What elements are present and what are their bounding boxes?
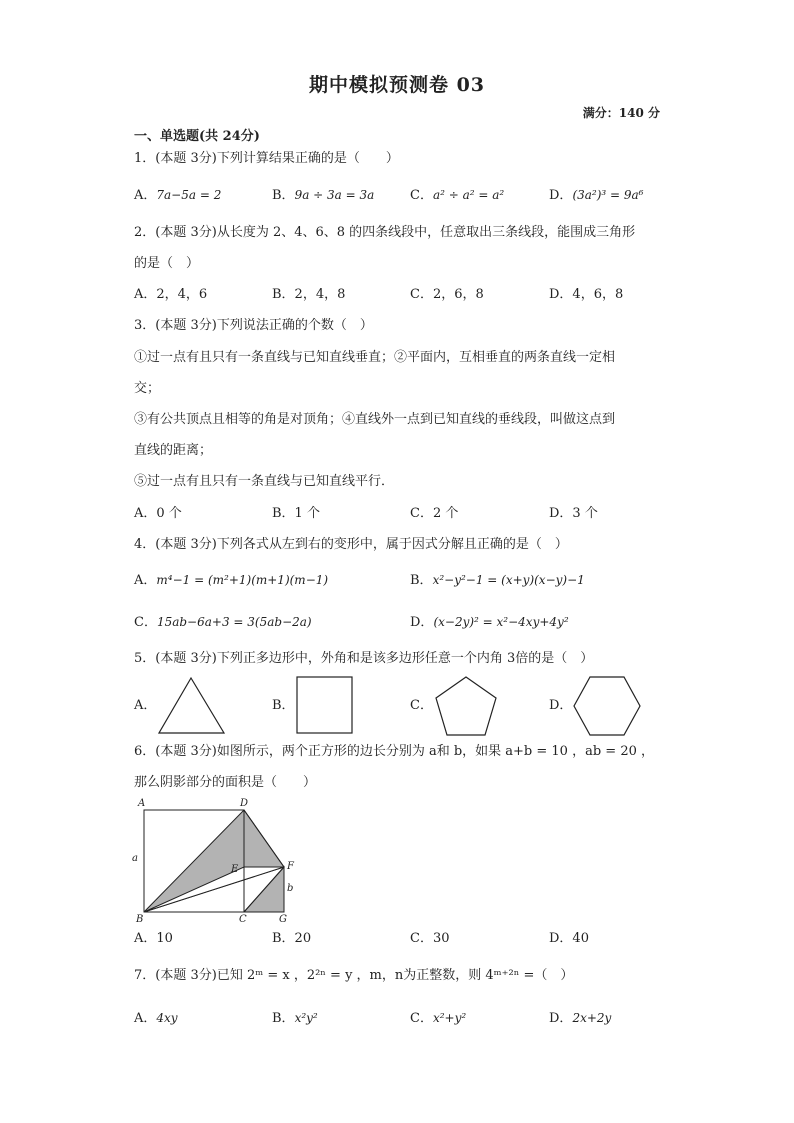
label-D: D: [240, 798, 249, 809]
q7-option-d-formula: 2x+2y: [572, 1011, 612, 1025]
q1-option-c-formula: a² ÷ a² = a²: [432, 188, 505, 202]
q7-option-b[interactable]: [272, 1009, 318, 1028]
label-G: G: [279, 914, 287, 925]
q1-option-a-formula: 7a−5a = 2: [156, 188, 222, 202]
q1-option-b[interactable]: [272, 186, 374, 205]
label-B: B: [136, 914, 144, 925]
q7-option-c-formula: x²+y²: [432, 1011, 467, 1025]
q5-option-a[interactable]: A．: [134, 698, 157, 713]
q1-option-d-formula: (3a²)³ = 9a⁶: [572, 188, 644, 202]
q4-option-a-label: A．: [134, 573, 157, 588]
q5-option-b[interactable]: B．: [272, 698, 295, 713]
q3-option-d[interactable]: D．3 个: [549, 506, 598, 521]
q4-option-c[interactable]: [134, 613, 312, 632]
q7-option-d-label: D．: [549, 1011, 573, 1026]
q5-option-c[interactable]: C．: [410, 698, 433, 713]
squares-figure: [128, 795, 300, 925]
q1-option-c-label: C．: [410, 188, 433, 203]
label-F: F: [287, 861, 294, 872]
q7-option-d[interactable]: [549, 1009, 611, 1028]
q4-option-a[interactable]: [134, 571, 328, 590]
q1-option-d-label: D．: [549, 188, 573, 203]
q2-option-a[interactable]: A．2，4，6: [134, 287, 208, 302]
q2-stem-line2: 的是（ ）: [134, 256, 200, 271]
q4-option-d-formula: (x−2y)² = x²−4xy+4y²: [433, 615, 569, 629]
q6-option-d[interactable]: D．40: [549, 931, 589, 946]
q7-option-a[interactable]: [134, 1009, 178, 1028]
q3-option-c[interactable]: C．2 个: [410, 506, 459, 521]
label-a: a: [132, 853, 138, 864]
q6-option-b[interactable]: B．20: [272, 931, 312, 946]
q3-statement-1: ①过一点有且只有一条直线与已知直线垂直；②平面内，互相垂直的两条直线一定相: [134, 350, 616, 365]
q3-option-b[interactable]: B．1 个: [272, 506, 320, 521]
label-b: b: [287, 883, 294, 894]
q7-option-b-label: B．: [272, 1011, 295, 1026]
square-icon: [296, 676, 354, 736]
q3-statement-3-cont: 直线的距离；: [134, 443, 213, 458]
q2-option-d[interactable]: D．4，6，8: [549, 287, 624, 302]
q1-option-a[interactable]: [134, 186, 221, 205]
q4-option-b-label: B．: [410, 573, 433, 588]
hexagon-icon: [572, 675, 642, 737]
q4-option-b-formula: x²−y²−1 = (x+y)(x−y)−1: [432, 573, 585, 587]
q6-stem-line2: 那么阴影部分的面积是（ ）: [134, 775, 317, 790]
q4-option-a-formula: m⁴−1 = (m²+1)(m+1)(m−1): [156, 573, 329, 587]
q4-option-b[interactable]: [410, 571, 585, 590]
q2-option-b[interactable]: B．2，4，8: [272, 287, 346, 302]
q1-option-d[interactable]: [549, 186, 644, 205]
q1-option-c[interactable]: [410, 186, 504, 205]
q1-option-a-label: A．: [134, 188, 157, 203]
label-E: E: [231, 864, 239, 875]
q1-option-b-formula: 9a ÷ 3a = 3a: [294, 188, 375, 202]
q4-option-c-formula: 15ab−6a+3 = 3(5ab−2a): [156, 615, 312, 629]
pentagon-icon: [434, 675, 498, 737]
q2-stem-line1: 2．(本题 3分)从长度为 2、4、6、8 的四条线段中，任意取出三条线段，能围成三角形: [134, 225, 636, 240]
label-A: A: [138, 798, 146, 809]
q7-stem: 7．(本题 3分)已知 2ᵐ = x ，2²ⁿ = y ，m，n为正整数，则 4ᵐ⁺²ⁿ =（ ）: [134, 968, 574, 983]
q1-stem: 1．(本题 3分)下列计算结果正确的是（ ）: [134, 151, 399, 166]
q4-stem: 4．(本题 3分)下列各式从左到右的变形中，属于因式分解且正确的是（ ）: [134, 537, 568, 552]
q1-option-b-label: B．: [272, 188, 295, 203]
q2-option-c[interactable]: C．2，6，8: [410, 287, 484, 302]
q7-option-c-label: C．: [410, 1011, 433, 1026]
total-score: 满分：140 分: [582, 106, 660, 120]
page-title: 期中模拟预测卷 03: [308, 74, 486, 96]
q6-option-c[interactable]: C．30: [410, 931, 450, 946]
q4-option-c-label: C．: [134, 615, 157, 630]
triangle-icon: [158, 676, 226, 736]
q6-stem-line1: 6．(本题 3分)如图所示，两个正方形的边长分别为 a和 b，如果 a+b = 10 ，ab = 20 ，: [134, 744, 654, 759]
q7-option-a-formula: 4xy: [156, 1011, 178, 1025]
q5-stem: 5．(本题 3分)下列正多边形中，外角和是该多边形任意一个内角 3倍的是（ ）: [134, 651, 594, 666]
q3-option-a[interactable]: A．0 个: [134, 506, 182, 521]
q3-statement-3: ③有公共顶点且相等的角是对顶角；④直线外一点到已知直线的垂线段，叫做这点到: [134, 412, 616, 427]
q3-stem: 3．(本题 3分)下列说法正确的个数（ ）: [134, 318, 373, 333]
q6-option-a[interactable]: A．10: [134, 931, 173, 946]
q7-option-c[interactable]: [410, 1009, 466, 1028]
q5-option-d[interactable]: D．: [549, 698, 573, 713]
label-C: C: [239, 914, 247, 925]
q3-statement-1-cont: 交；: [134, 381, 161, 396]
q4-option-d[interactable]: [410, 613, 569, 632]
q3-statement-5: ⑤过一点有且只有一条直线与已知直线平行．: [134, 474, 395, 489]
q4-option-d-label: D．: [410, 615, 434, 630]
q7-option-a-label: A．: [134, 1011, 157, 1026]
q7-option-b-formula: x²y²: [294, 1011, 318, 1025]
section-heading: 一、单选题(共 24分): [134, 129, 260, 144]
